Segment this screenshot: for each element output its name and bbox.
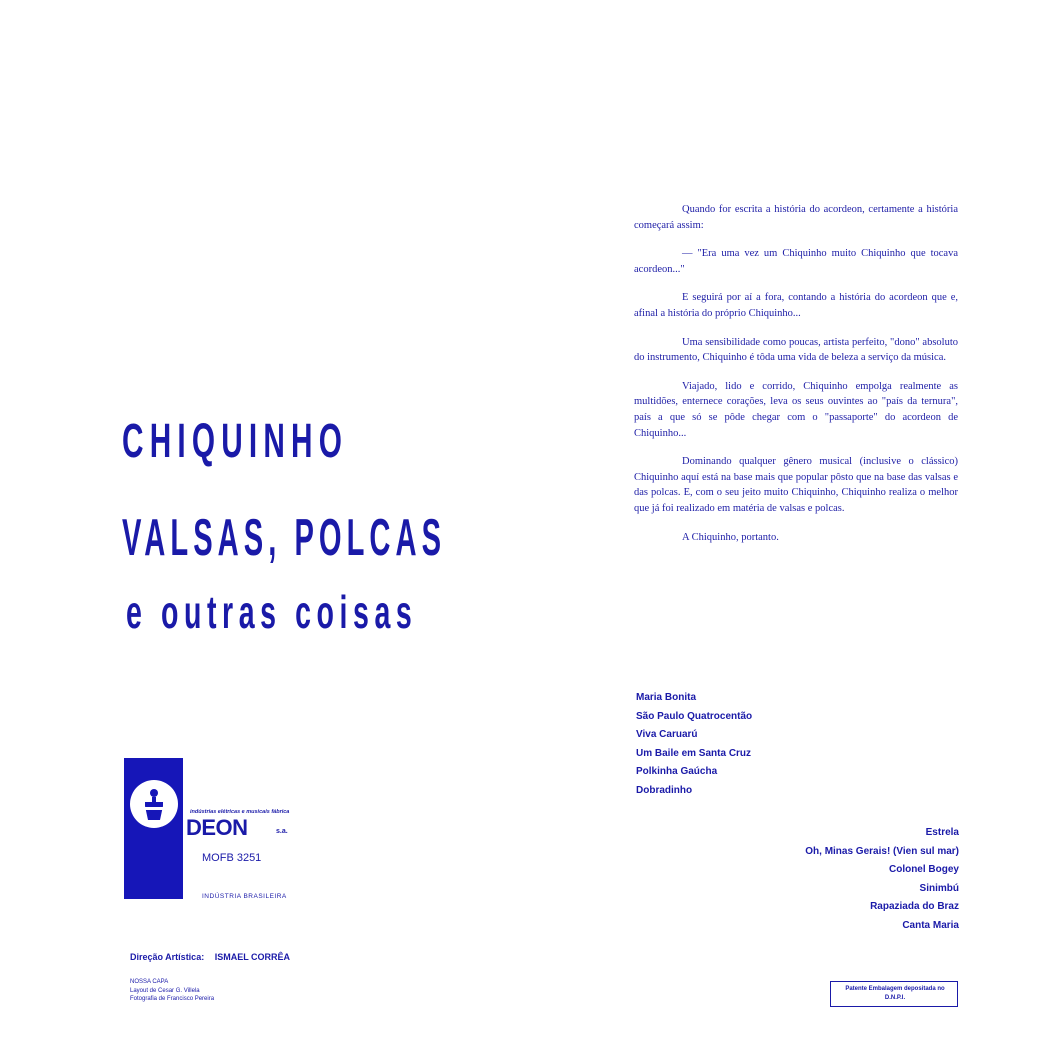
liner-paragraph: — "Era uma vez um Chiquinho muito Chiquinho que tocava acordeon..." — [634, 248, 958, 275]
cover-credits-title: NOSSA CAPA — [130, 979, 169, 985]
track-item: Viva Caruarú — [636, 729, 698, 741]
album-title-outras-coisas: e outras coisas — [126, 586, 418, 638]
direction-name: ISMAEL CORRÊA — [214, 952, 291, 962]
track-item: São Paulo Quatrocentão — [636, 710, 753, 722]
track-item: Um Baile em Santa Cruz — [636, 747, 752, 759]
cover-credits-layout: Layout de Cesar G. Villela — [130, 987, 200, 994]
liner-paragraph: Quando for escrita a história do acordeon, certamente a história começará assim: — [634, 204, 958, 231]
track-item: Oh, Minas Gerais! (Vien sul mar) — [805, 845, 959, 857]
track-item: Polkinha Gaúcha — [636, 766, 718, 778]
liner-paragraph: Uma sensibilidade como poucas, artista perfeito, "dono" absoluto do instrumento, Chiquinho é tôda uma vida de beleza a serviço da música. — [634, 336, 958, 364]
liner-notes — [634, 202, 958, 558]
label-tagline: indústrias elétricas e musicais fábrica — [190, 809, 290, 815]
liner-paragraph: Viajado, lido e corrido, Chiquinho empolga realmente as multidões, enternece corações, leva os seus ouvintes ao "país da ternura", país a que só se pôde chegar com o "passaporte" do acordeon de Chiquinho... — [634, 380, 958, 439]
liner-paragraph: E seguirá por aí a fora, contando a história do acordeon que e, afinal a história do próprio Chiquinho... — [634, 292, 958, 319]
cover-credits — [130, 978, 214, 1004]
track-item: Sinimbú — [919, 882, 959, 894]
liner-paragraph: Dominando qualquer gênero musical (inclusive o clássico) Chiquinho aquí está na base mais que popular pôsto que na base das valsas e das polcas. E, com o seu jeito muito Chiquinho, Chiquinho realiza o melhor que já foi realizado em matéria de valsas e polcas. — [634, 456, 958, 514]
side-a-tracklist — [636, 689, 752, 801]
liner-paragraph: A Chiquinho, portanto. — [682, 531, 779, 543]
track-item: Estrela — [925, 827, 959, 838]
patent-stamp: Patente Embalagem depositada no D.N.P.I. — [830, 981, 958, 1007]
artistic-direction — [130, 952, 290, 962]
side-b-tracklist — [805, 824, 959, 936]
direction-label: Direção Artística: — [130, 952, 205, 962]
track-item: Maria Bonita — [636, 692, 697, 703]
track-item: Colonel Bogey — [888, 864, 959, 876]
label-brand: DEON — [186, 815, 248, 840]
catalog-number: MOFB 3251 — [202, 852, 262, 864]
track-item: Dobradinho — [636, 784, 693, 796]
cover-credits-photo: Fotografia de Francisco Pereira — [130, 996, 215, 1002]
album-title-chiquinho: CHIQUINHO — [122, 415, 349, 468]
track-item: Canta Maria — [902, 919, 959, 931]
label-origin: INDÚSTRIA BRASILEIRA — [202, 893, 287, 900]
track-item: Rapaziada do Braz — [870, 901, 959, 913]
phonograph-logo-icon — [138, 786, 170, 822]
label-brand-suffix: s.a. — [276, 828, 288, 835]
album-title-valsas-polcas: VALSAS, POLCAS — [122, 509, 447, 567]
